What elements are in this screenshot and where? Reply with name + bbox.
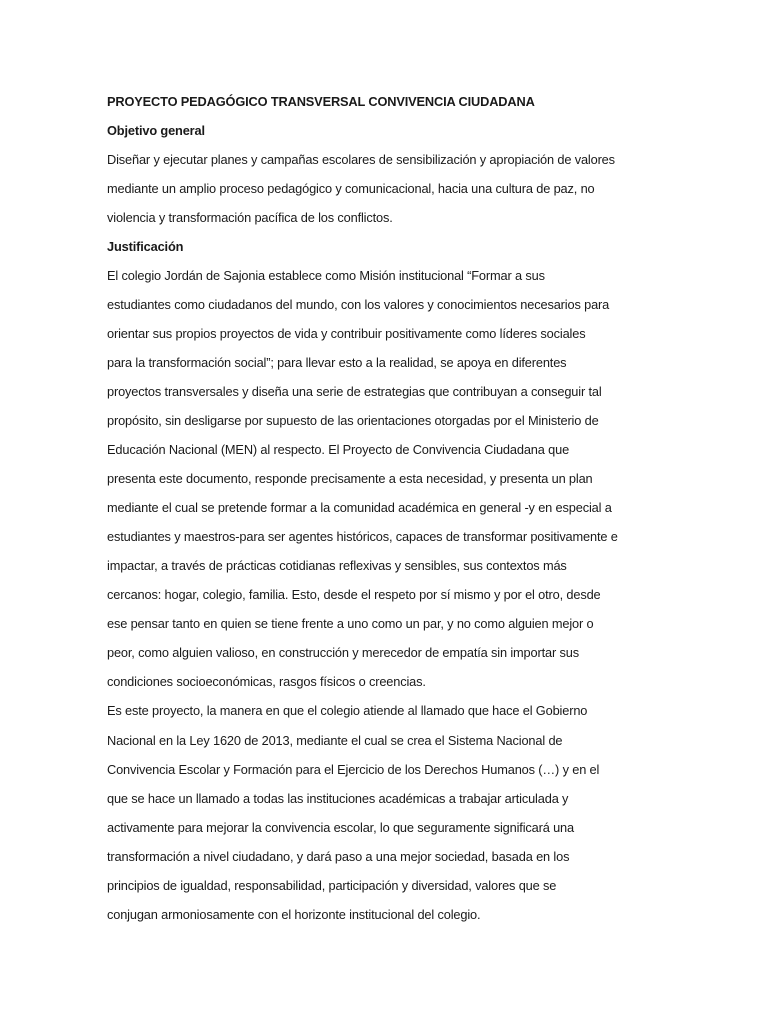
justification-line: para la transformación social”; para llevar esto a la realidad, se apoya en diferentes (107, 355, 567, 370)
justification-line: Educación Nacional (MEN) al respecto. El Proyecto de Convivencia Ciudadana que (107, 442, 570, 457)
justification-line: estudiantes como ciudadanos del mundo, con los valores y conocimientos necesarios para (107, 297, 610, 312)
justification-line: proyectos transversales y diseña una serie de estrategias que contribuyan a conseguir tal (107, 384, 602, 399)
document-title: PROYECTO PEDAGÓGICO TRANSVERSAL CONVIVENCIA CIUDADANA (107, 94, 535, 109)
paragraph-line: Nacional en la Ley 1620 de 2013, mediante el cual se crea el Sistema Nacional de (107, 733, 563, 748)
objective-heading: Objetivo general (107, 123, 205, 138)
paragraph-line: Es este proyecto, la manera en que el colegio atiende al llamado que hace el Gobierno (107, 703, 588, 718)
justification-line: presenta este documento, responde precisamente a esta necesidad, y presenta un plan (107, 471, 593, 486)
paragraph-line: Convivencia Escolar y Formación para el Ejercicio de los Derechos Humanos (…) y en el (107, 762, 600, 777)
paragraph-line: transformación a nivel ciudadano, y dará paso a una mejor sociedad, basada en los (107, 849, 570, 864)
justification-line: peor, como alguien valioso, en construcción y merecedor de empatía sin importar sus (107, 645, 579, 660)
justification-line: propósito, sin desligarse por supuesto de las orientaciones otorgadas por el Ministerio de (107, 413, 599, 428)
justification-line: condiciones socioeconómicas, rasgos físicos o creencias. (107, 674, 426, 689)
paragraph-line: que se hace un llamado a todas las instituciones académicas a trabajar articulada y (107, 791, 569, 806)
justification-line: impactar, a través de prácticas cotidianas reflexivas y sensibles, sus contextos más (107, 558, 567, 573)
objective-line: mediante un amplio proceso pedagógico y comunicacional, hacia una cultura de paz, no (107, 181, 595, 196)
justification-heading: Justificación (107, 239, 184, 254)
paragraph-line: activamente para mejorar la convivencia escolar, lo que seguramente significará una (107, 820, 574, 835)
paragraph-line: conjugan armoniosamente con el horizonte institucional del colegio. (107, 907, 481, 922)
justification-line: mediante el cual se pretende formar a la comunidad académica en general -y en especial a (107, 500, 612, 515)
objective-line: violencia y transformación pacífica de los conflictos. (107, 210, 393, 225)
justification-line: cercanos: hogar, colegio, familia. Esto, desde el respeto por sí mismo y por el otro, desde (107, 587, 601, 602)
justification-line: orientar sus propios proyectos de vida y contribuir positivamente como líderes sociales (107, 326, 586, 341)
justification-line: ese pensar tanto en quien se tiene frente a uno como un par, y no como alguien mejor o (107, 616, 594, 631)
justification-line: El colegio Jordán de Sajonia establece como Misión institucional “Formar a sus (107, 268, 545, 283)
paragraph-line: principios de igualdad, responsabilidad, participación y diversidad, valores que se (107, 878, 557, 893)
justification-line: estudiantes y maestros-para ser agentes históricos, capaces de transformar positivamente e (107, 529, 618, 544)
objective-line: Diseñar y ejecutar planes y campañas escolares de sensibilización y apropiación de valores (107, 152, 615, 167)
